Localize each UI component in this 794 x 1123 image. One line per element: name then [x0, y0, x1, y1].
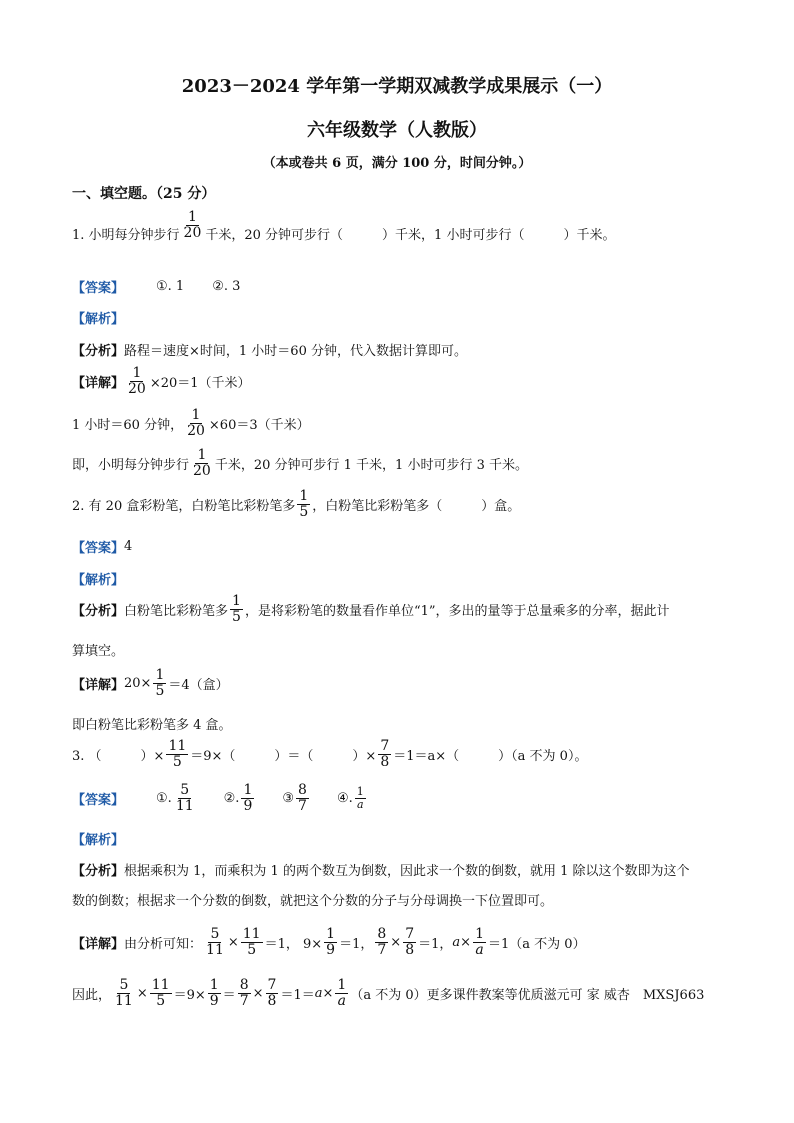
fenxi-row: 【分析】 根据乘积为 1，而乘积为 1 的两个数互为倒数，因此求一个数的倒数，就用 1 除以这个数即为这个 [72, 864, 690, 879]
fraction: $\frac{11}{5}$ [168, 738, 187, 770]
fenxi-row-2: 数的倒数；根据求一个分数的倒数，就把这个分数的分子与分母调换一下位置即可。 [72, 894, 554, 909]
answer-row: 【答案】 4 [72, 539, 133, 556]
fenxi-row-2: 算填空。 [72, 644, 125, 659]
fraction: $\frac{5}{11}$ [175, 782, 194, 814]
detail-row: 【详解】 $\frac{1}{20}$ ×20＝1（千米） [72, 365, 251, 397]
answer-row: 【答案】 ①. $\frac{5}{11}$ ②. $\frac{1}{9}$ ③ $\frac{8}{7}$ ④. $\frac{1}{a}$ [72, 782, 364, 814]
conclusion-row: 因此， $\frac{5}{11}$ × $\frac{11}{5}$ ＝9× $\frac{1}{9}$ ＝ $\frac{8}{7}$ × $\frac{7}{8}$ ＝1＝ a × $\frac{1}{a}$ （a 不为 0）更多课件教案等优质滋元可 家 威杏 MXSJ663 [72, 977, 705, 1009]
fenxi-row: 【分析】 白粉笔比彩粉笔多 $\frac{1}{5}$ ，是将彩粉笔的数量看作单位“1”，多出的量等于总量乘多的分率，据此计 [72, 593, 670, 625]
fraction: $\frac{8}{7}$ [298, 782, 307, 814]
analysis-label: 【解析】 [72, 312, 125, 327]
fraction: $\frac{1}{a}$ [356, 785, 364, 811]
fraction: $\frac{1}{20}$ [128, 365, 146, 397]
fraction: $\frac{1}{9}$ [243, 782, 253, 814]
fraction: $\frac{1}{5}$ [155, 667, 165, 699]
analysis-label: 【解析】 [72, 573, 125, 588]
fraction: $\frac{1}{20}$ [187, 407, 205, 439]
fraction: $\frac{1}{5}$ [299, 488, 309, 520]
question-1: 1. 小明每分钟步行 $\frac{1}{20}$ 千米，20 分钟可步行（ ）千米，1 小时可步行（ ）千米。 [72, 209, 616, 243]
exam-note: （本或卷共 6 页，满分 100 分，时间分钟。） [262, 156, 532, 171]
fraction: $\frac{1}{5}$ [232, 593, 241, 625]
conclusion-row: 即，小明每分钟步行 $\frac{1}{20}$ 千米，20 分钟可步行 1 千米，1 小时可步行 3 千米。 [72, 447, 528, 479]
section-heading: 一、填空题。（25 分） [72, 186, 216, 202]
question-3: 3. （ ）× $\frac{11}{5}$ ＝9×（ ）＝（ ）× $\frac{7}{8}$ ＝1＝a×（ ）（a 不为 0）。 [72, 738, 588, 770]
fraction: $\frac{1}{20}$ [183, 209, 202, 241]
fraction: $\frac{1}{20}$ [193, 447, 211, 479]
analysis-label: 【解析】 [72, 833, 125, 848]
detail-row-2: 1 小时＝60 分钟， $\frac{1}{20}$ ×60＝3（千米） [72, 407, 310, 439]
conclusion-row: 即白粉笔比彩粉笔多 4 盒。 [72, 718, 232, 733]
answer-row: 【答案】 ①. 1 ②. 3 [72, 279, 241, 296]
detail-row: 【详解】 20× $\frac{1}{5}$ ＝4（盒） [72, 667, 229, 699]
fenxi-row: 【分析】 路程＝速度×时间，1 小时＝60 分钟，代入数据计算即可。 [72, 344, 467, 359]
page-subtitle: 六年级数学（人教版） [307, 120, 487, 141]
detail-row: 【详解】 由分析可知： $\frac{5}{11}$ × $\frac{11}{5}$ ＝1， 9× $\frac{1}{9}$ ＝1， $\frac{8}{7}$ × $\frac{7}{8}$ ＝1， a × $\frac{1}{a}$ ＝1 （a 不为 0） [72, 926, 586, 958]
question-2: 2. 有 20 盒彩粉笔，白粉笔比彩粉笔多 $\frac{1}{5}$ ，白粉笔比彩粉笔多（ ）盒。 [72, 488, 521, 520]
fraction: $\frac{7}{8}$ [380, 738, 390, 770]
page-title: 2023－2024 学年第一学期双减教学成果展示（一） [181, 76, 613, 97]
